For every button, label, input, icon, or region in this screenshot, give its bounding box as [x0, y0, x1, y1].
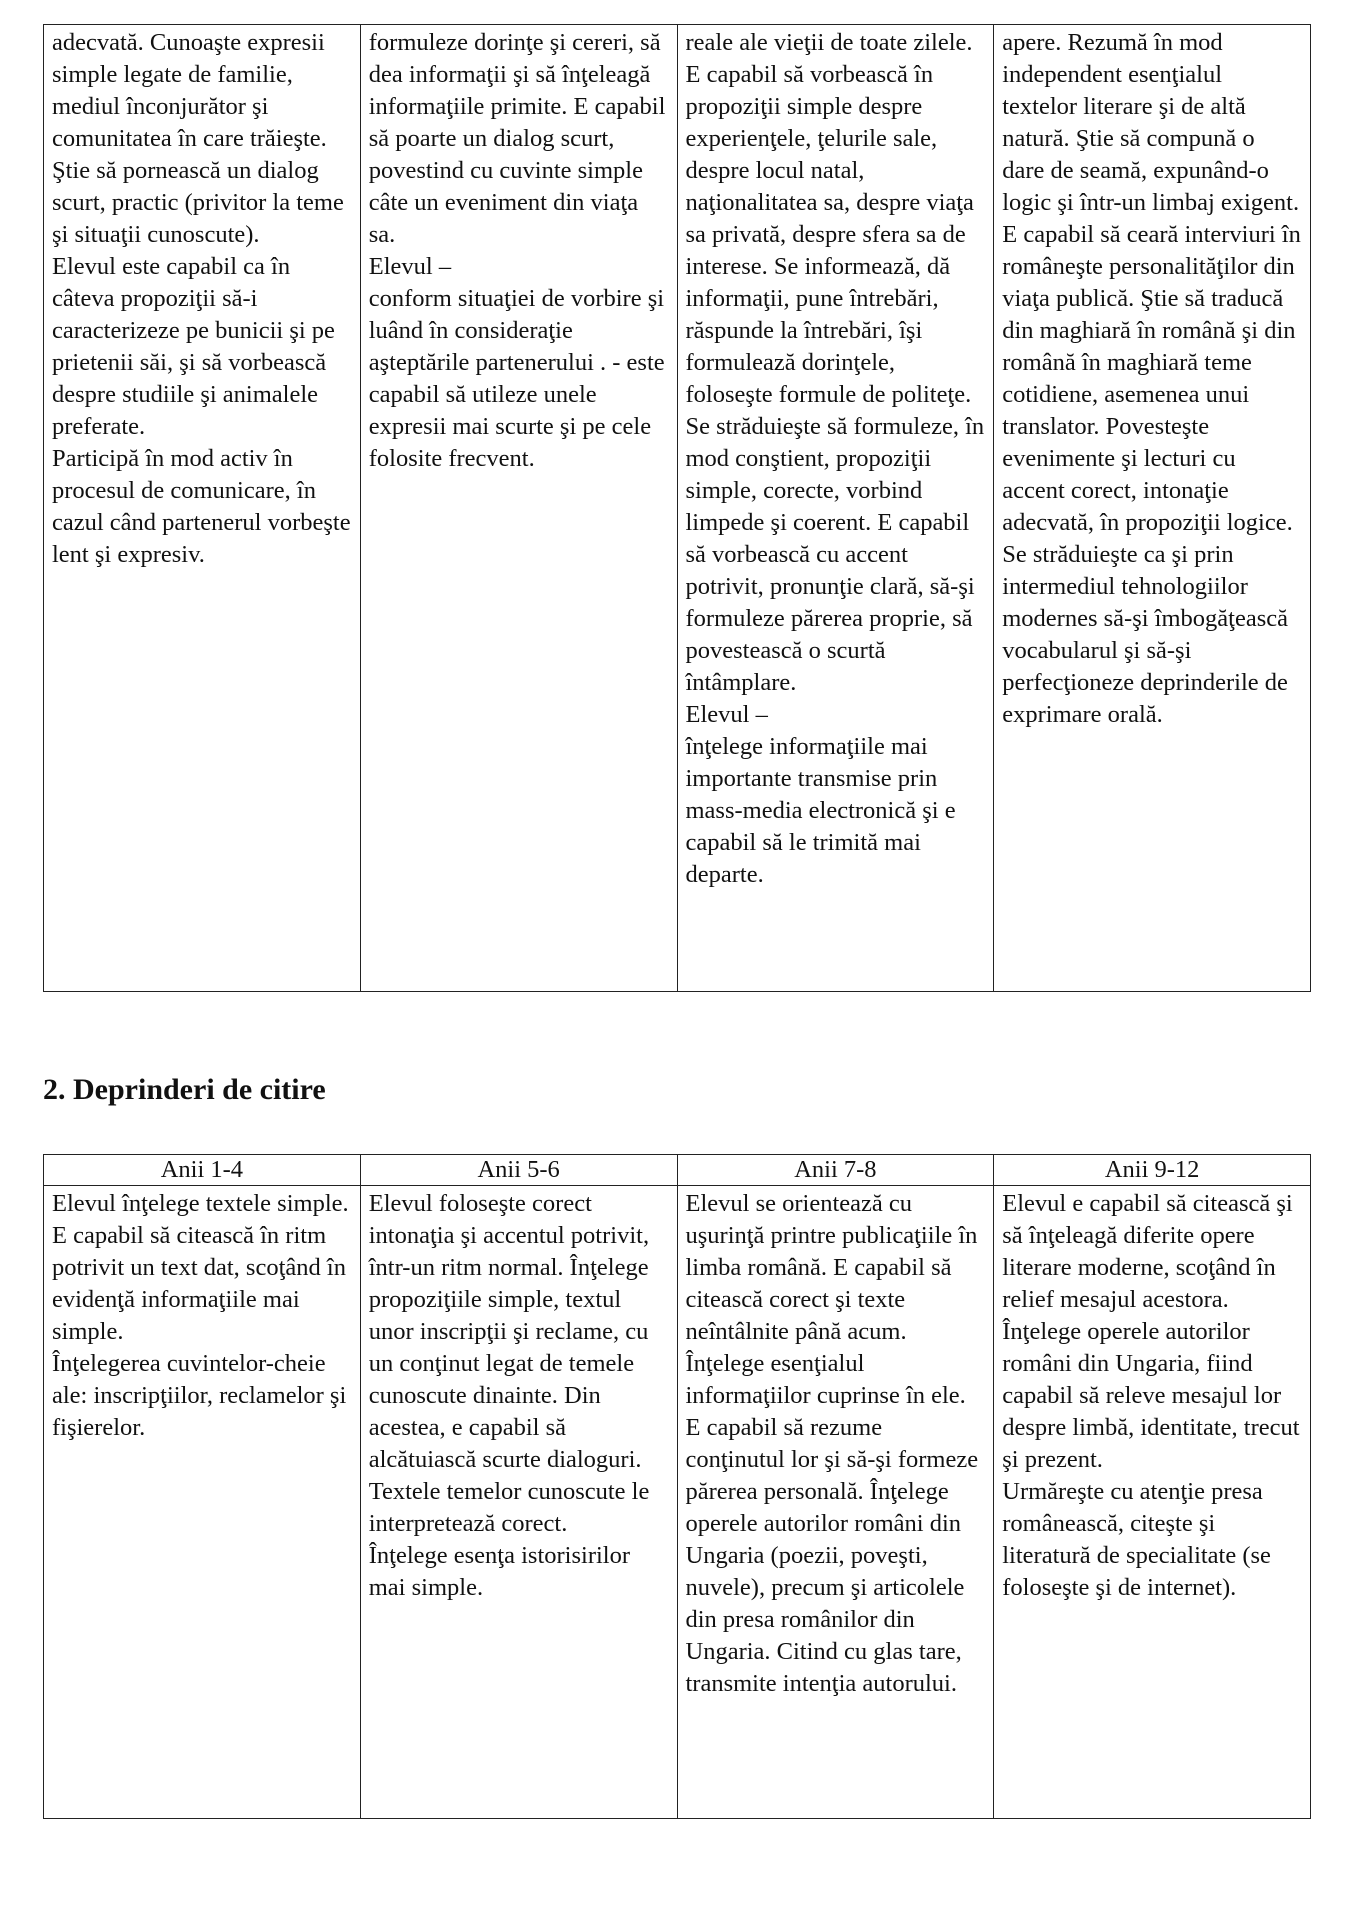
- table-cell-years-5-6: [360, 1186, 677, 1819]
- paragraph: înţelege informaţiile mai importante transmise prin mass-media electronică şi e capabil să le trimită mai departe.: [685, 733, 956, 888]
- column-header-years-1-4: Anii 1-4: [44, 1155, 361, 1186]
- table-cell-years-1-4: [44, 25, 361, 992]
- paragraph: Elevul e capabil să citească şi să înţeleagă diferite opere literare moderne, scoţând în relief mesajul acestora. Înţelege operele autorilor români din Ungaria, fiind capabil să releve mesajul lor despre limbă, identitate, trecut şi prezent.: [1002, 1190, 1300, 1473]
- column-header-years-7-8: Anii 7-8: [677, 1155, 994, 1186]
- table-cell-years-5-6: [360, 25, 677, 992]
- paragraph: reale ale vieţii de toate zilele. E capabil să vorbească în propoziţii simple despre experienţele, ţelurile sale, despre locul natal, naţionalitatea sa, despre viaţa sa privată, despre sfera sa de interese. Se informează, dă informaţii, pune întrebări, răspunde la întrebări, îşi formulează dorinţele, foloseşte formule de politeţe. Se străduieşte să formuleze, în mod conştient, propoziţii simple, corecte, vorbind limpede şi coerent. E capabil să vorbească cu accent potrivit, pronunţie clară, să-şi formuleze părerea proprie, să povestească o scurtă întâmplare.: [685, 29, 985, 696]
- section-heading: 2. Deprinderi de citire: [43, 1073, 326, 1106]
- paragraph: apere. Rezumă în mod independent esenţialul textelor literare şi de altă natură. Ştie să compună o dare de seamă, expunând-o logic şi într-un limbaj exigent. E capabil să ceară interviuri în româneşte personalităţilor din viaţa publică. Ştie să traducă din maghiară în română şi din română în maghiară teme cotidiene, asemenea unui translator. Povesteşte evenimente şi lecturi cu accent corect, intonaţie adecvată, în propoziţii logice.: [1002, 29, 1301, 536]
- paragraph: Elevul –: [685, 701, 768, 728]
- paragraph: adecvată. Cunoaşte expresii simple legate de familie, mediul înconjurător şi comunitatea în care trăieşte.: [52, 29, 327, 152]
- table-cell-years-7-8: [677, 1186, 994, 1819]
- paragraph: Elevul este capabil ca în câteva propoziţii să-i caracterizeze pe bunicii şi pe prietenii săi, şi să vorbească despre studiile şi animalele preferate.: [52, 253, 335, 440]
- table-header-row: [44, 1155, 1311, 1186]
- paragraph: Înţelegerea cuvintelor-cheie ale: inscripţiilor, reclamelor şi fişierelor.: [52, 1350, 347, 1441]
- paragraph: Participă în mod activ în procesul de comunicare, în cazul când partenerul vorbeşte lent şi expresiv.: [52, 445, 351, 568]
- column-header-years-5-6: Anii 5-6: [360, 1155, 677, 1186]
- paragraph: Elevul se orientează cu uşurinţă printre publicaţiile în limba română. E capabil să citească corect şi texte neîntâlnite până acum. Înţelege esenţialul informaţiilor cuprinse în ele. E capabil să rezume conţinutul lor şi să-şi formeze părerea personală. Înţelege operele autorilor români din Ungaria (poezii, poveşti, nuvele), precum şi articolele din presa românilor din Ungaria. Citind cu glas tare, transmite intenţia autorului.: [685, 1190, 979, 1697]
- oral-skills-table-continued: [43, 24, 1311, 992]
- table-row: [44, 25, 1311, 992]
- table-cell-years-7-8: [677, 25, 994, 992]
- table-cell-years-1-4: [44, 1186, 361, 1819]
- column-header-years-9-12: Anii 9-12: [994, 1155, 1311, 1186]
- table-row: [44, 1186, 1311, 1819]
- paragraph: Urmăreşte cu atenţie presa românească, citeşte şi literatură de specialitate (se foloseşte şi de internet).: [1002, 1478, 1271, 1601]
- table-cell-years-9-12: [994, 25, 1311, 992]
- paragraph: Ştie să pornească un dialog scurt, practic (privitor la teme şi situaţii cunoscute).: [52, 157, 344, 248]
- table-cell-years-9-12: [994, 1186, 1311, 1819]
- paragraph: formuleze dorinţe şi cereri, să dea informaţii şi să înţeleagă informaţiile primite. E capabil să poarte un dialog scurt, povestind cu cuvinte simple câte un eveniment din viaţa sa.: [368, 29, 666, 248]
- paragraph: Elevul –: [368, 253, 452, 280]
- paragraph: Elevul înţelege textele simple. E capabil să citească în ritm potrivit un text dat, scoţând în evidenţă informaţiile mai simple.: [52, 1190, 349, 1345]
- paragraph: conform situaţiei de vorbire şi luând în consideraţie aşteptările partenerului . - este capabil să utileze unele expresii mai scurte şi pe cele folosite frecvent.: [368, 285, 665, 472]
- paragraph: Se străduieşte ca şi prin intermediul tehnologiilor modernes să-şi îmbogăţească vocabularul şi să-şi perfecţioneze deprinderile de exprimare orală.: [1002, 541, 1288, 728]
- paragraph: Înţelege esenţa istorisirilor mai simple.: [368, 1542, 630, 1601]
- reading-skills-table: [43, 1154, 1311, 1819]
- paragraph: Elevul foloseşte corect intonaţia şi accentul potrivit, într-un ritm normal. Înţelege propoziţiile simple, textul unor inscripţii şi reclame, cu un conţinut legat de temele cunoscute dinainte. Din acestea, e capabil să alcătuiască scurte dialoguri. Textele temelor cunoscute le interpretează corect.: [368, 1190, 650, 1537]
